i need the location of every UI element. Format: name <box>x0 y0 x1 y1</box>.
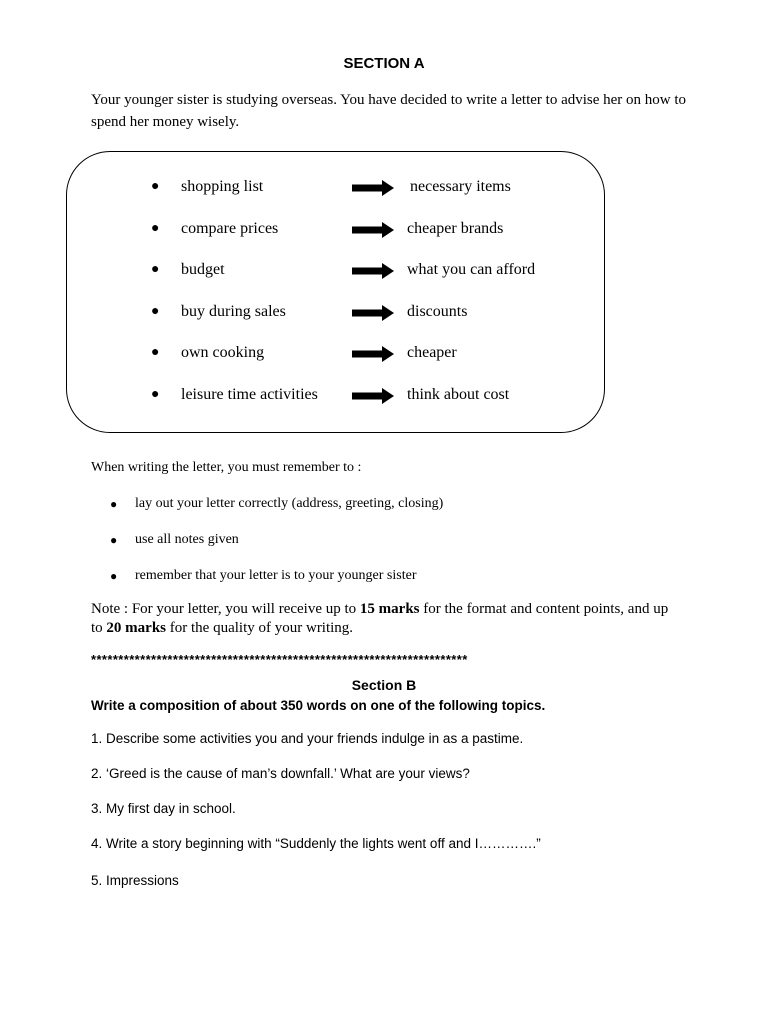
note-row <box>67 218 604 240</box>
note-result: cheaper brands <box>407 220 504 237</box>
note-item: own cooking <box>181 344 265 361</box>
note-suffix: for the quality of your writing. <box>166 620 354 636</box>
note-result: discounts <box>407 303 468 320</box>
topic-item: 1. Describe some activities you and your friends indulge in as a pastime. <box>91 731 524 746</box>
bullet-icon: ● <box>110 569 118 583</box>
note-item: buy during sales <box>181 303 286 320</box>
remember-item <box>91 530 691 550</box>
remember-text: use all notes given <box>135 532 239 547</box>
marks-note <box>91 600 681 638</box>
arrow-right-icon <box>352 388 394 404</box>
bullet-icon: ● <box>110 497 118 511</box>
section-b-instruction: Write a composition of about 350 words on one of the following topics. <box>91 698 546 713</box>
note-item: shopping list <box>181 178 264 195</box>
bullet-icon: ● <box>110 533 118 547</box>
bullet-icon: ● <box>151 304 160 319</box>
arrow-right-icon <box>352 346 394 362</box>
bullet-icon: ● <box>151 179 160 194</box>
remember-lead: When writing the letter, you must remember to : <box>91 460 362 475</box>
arrow-right-icon <box>352 305 394 321</box>
topic-item: 5. Impressions <box>91 873 179 888</box>
bullet-icon: ● <box>151 345 160 360</box>
note-item: budget <box>181 261 225 278</box>
note-row <box>67 259 604 281</box>
note-result: what you can afford <box>407 261 536 278</box>
remember-item <box>91 494 691 514</box>
bullet-icon: ● <box>151 387 160 402</box>
section-a-title: SECTION A <box>343 55 425 72</box>
note-result: necessary items <box>410 178 511 195</box>
topic-item: 4. Write a story beginning with “Suddenly the lights went off and I………….” <box>91 836 541 851</box>
note-item: compare prices <box>181 220 279 237</box>
arrow-right-icon <box>352 222 394 238</box>
topic-item: 3. My first day in school. <box>91 801 236 816</box>
arrow-right-icon <box>352 180 394 196</box>
bullet-icon: ● <box>151 221 160 236</box>
topic-item: 2. ‘Greed is the cause of man’s downfall.’ What are your views? <box>91 766 470 781</box>
notes-box <box>66 151 605 433</box>
note-result: think about cost <box>407 386 510 403</box>
note-middle: for the format and content points, and up to <box>91 601 669 636</box>
marks-quality: 20 marks <box>106 620 167 636</box>
marks-content: 15 marks <box>359 601 420 617</box>
intro-paragraph: Your younger sister is studying overseas. You have decided to write a letter to advise her on how to spend her money wisely. <box>91 92 687 130</box>
note-row <box>67 384 604 406</box>
remember-item <box>91 566 691 586</box>
arrow-right-icon <box>352 263 394 279</box>
note-row <box>67 301 604 323</box>
section-b-title: Section B <box>351 677 417 693</box>
note-item: leisure time activities <box>181 386 318 403</box>
bullet-icon: ● <box>151 262 160 277</box>
note-row <box>67 342 604 364</box>
remember-text: remember that your letter is to your younger sister <box>135 568 417 583</box>
remember-text: lay out your letter correctly (address, greeting, closing) <box>135 496 444 511</box>
section-divider: ********************************************************************* <box>91 652 468 667</box>
note-row <box>67 176 604 198</box>
note-prefix: Note : For your letter, you will receive up to <box>91 601 360 617</box>
note-result: cheaper <box>407 344 457 361</box>
